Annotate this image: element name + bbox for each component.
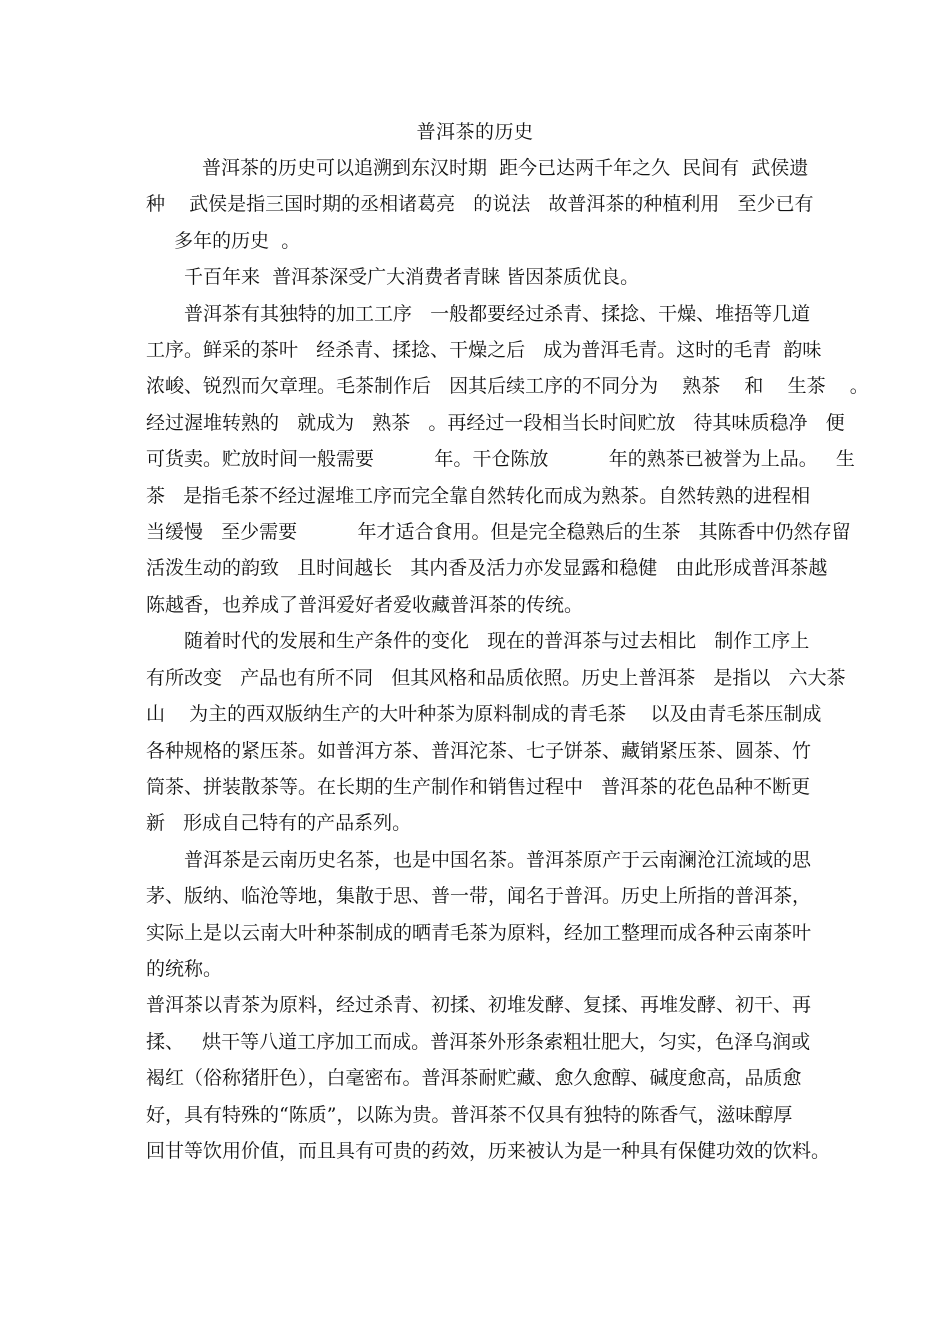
text-line: 实际上是以云南大叶种茶制成的晒青毛茶为原料，经加工整理而成各种云南茶叶 xyxy=(146,921,812,944)
text-line: 褐红（俗称猪肝色），白毫密布。普洱茶耐贮藏、愈久愈醇、碱度愈高，品质愈 xyxy=(146,1067,802,1090)
text-line: 茶 是指毛茶不经过渥堆工序而完全靠自然转化而成为熟茶。自然转熟的进程相 xyxy=(146,484,811,507)
paragraph-2 xyxy=(146,259,810,295)
text-line: 新 形成自己特有的产品系列。 xyxy=(146,812,412,835)
document-body xyxy=(146,150,869,1169)
text-line: 种 武侯是指三国时期的丞相诸葛亮 的说法 故普洱茶的种植利用 至少已有 xyxy=(146,193,814,216)
paragraph-1 xyxy=(146,150,814,259)
text-line: 各种规格的紧压茶。如普洱方茶、普洱沱茶、七子饼茶、藏销紧压茶、圆茶、竹 xyxy=(146,739,812,762)
text-line: 山 为主的西双版纳生产的大叶种茶为原料制成的青毛茶 以及由青毛茶压制成 xyxy=(146,703,822,726)
paragraph-3 xyxy=(146,296,869,624)
text-line: 当缓慢 至少需要 年才适合食用。但是完全稳熟后的生茶 其陈香中仍然存留 xyxy=(146,521,851,544)
text-line: 多年的历史 。 xyxy=(150,229,301,252)
paragraph-6 xyxy=(146,987,831,1169)
text-line: 的统称。 xyxy=(146,957,223,980)
text-line: 陈越香，也养成了普洱爱好者爱收藏普洱茶的传统。 xyxy=(146,593,584,616)
text-line: 普洱茶以青茶为原料，经过杀青、初揉、初堆发酵、复揉、再堆发酵、初干、再 xyxy=(146,994,812,1017)
text-line: 普洱茶是云南历史名茶，也是中国名茶。普洱茶原产于云南澜沧江流域的思 xyxy=(184,848,812,871)
text-line: 普洱茶有其独特的加工工序 一般都要经过杀青、揉捻、干燥、堆捂等几道 xyxy=(184,302,811,325)
text-line: 普洱茶的历史可以追溯到东汉时期 距今已达两千年之久 民间有 武侯遗 xyxy=(202,157,809,179)
paragraph-4 xyxy=(146,623,846,841)
text-line: 茅、版纳、临沧等地，集散于思、普一带，闻名于普洱。历史上所指的普洱茶， xyxy=(146,885,812,908)
text-line: 可货卖。贮放时间一般需要 年。干仓陈放 年的熟茶已被誉为上品。 生 xyxy=(146,448,855,471)
text-line: 随着时代的发展和生产条件的变化 现在的普洱茶与过去相比 制作工序上 xyxy=(184,630,810,653)
text-line: 工序。鲜采的茶叶 经杀青、揉捻、干燥之后 成为普洱毛青。这时的毛青 韵味 xyxy=(146,339,822,362)
text-line: 浓峻、锐烈而欠章理。毛茶制作后 因其后续工序的不同分为 熟茶 和 生茶 。 xyxy=(146,375,869,398)
text-line: 有所改变 产品也有所不同 但其风格和品质依照。历史上普洱茶 是指以 六大茶 xyxy=(146,666,846,689)
text-line: 活泼生动的韵致 且时间越长 其内香及活力亦发显露和稳健 由此形成普洱茶越 xyxy=(146,557,828,580)
text-line: 好，具有特殊的“陈质”，以陈为贵。普洱茶不仅具有独特的陈香气，滋味醇厚 xyxy=(146,1103,793,1126)
text-line: 经过渥堆转熟的 就成为 熟茶 。再经过一段相当长时间贮放 待其味质稳净 便 xyxy=(146,411,845,434)
document-title: 普洱茶的历史 xyxy=(416,121,534,143)
text-line: 筒茶、拼装散茶等。在长期的生产制作和销售过程中 普洱茶的花色品种不断更 xyxy=(146,775,811,798)
text-line: 千百年来 普洱茶深受广大消费者青睐 皆因茶质优良。 xyxy=(184,266,640,289)
text-line: 揉、 烘干等八道工序加工而成。普洱茶外形条索粗壮肥大，匀实，色泽乌润或 xyxy=(146,1030,811,1053)
text-line: 回甘等饮用价值，而且具有可贵的药效，历来被认为是一种具有保健功效的饮料。 xyxy=(146,1139,831,1162)
paragraph-5 xyxy=(146,842,810,988)
